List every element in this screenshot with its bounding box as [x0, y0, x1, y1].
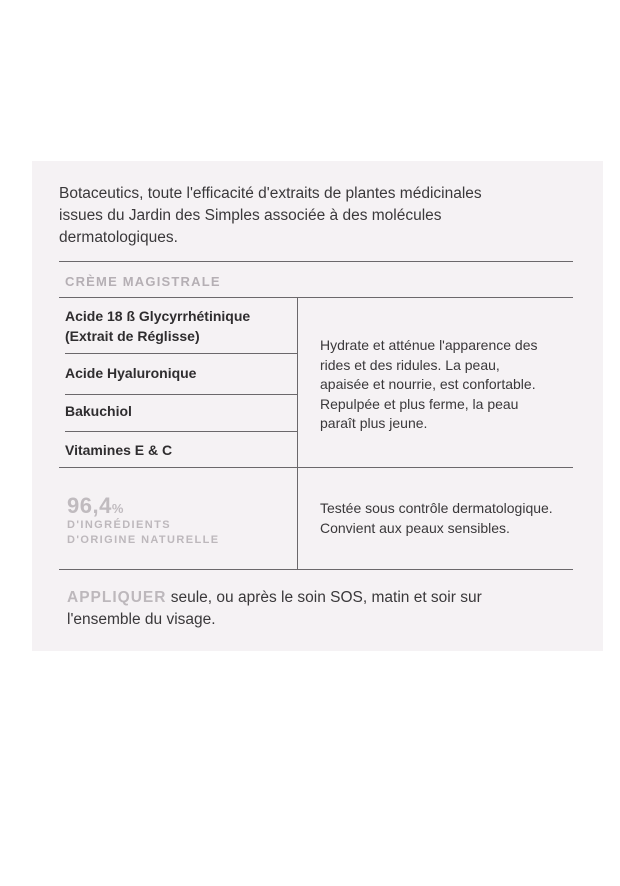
divider-vertical	[297, 297, 298, 569]
divider-top	[59, 261, 573, 262]
intro-text	[59, 183, 579, 249]
intro-line-1: Botaceutics, toute l'efficacité d'extraits de plantes médicinales	[59, 185, 482, 202]
divider-ingredient-2	[65, 394, 297, 395]
tested-line-1: Testée sous contrôle dermatologique.	[320, 500, 553, 516]
benefit-line-4: Repulpée et plus ferme, la peau	[320, 395, 519, 412]
ingredient-4: Vitamines E & C	[65, 442, 173, 458]
natural-percentage	[67, 493, 123, 519]
natural-value: 96,4	[67, 493, 112, 518]
benefit-line-3: apaisée et nourrie, est confortable.	[320, 376, 536, 392]
section-title: CRÈME MAGISTRALE	[65, 274, 221, 289]
benefit-line-2: rides et des ridules. La peau,	[320, 356, 500, 373]
ingredient-2: Acide Hyaluronique	[65, 365, 197, 381]
ingredient-1-line-1: Acide 18 ß Glycyrrhétinique	[65, 308, 251, 324]
intro-line-2: issues du Jardin des Simples associée à des molécules	[59, 207, 442, 224]
ingredient-1	[65, 306, 250, 346]
tested-line-2: Convient aux peaux sensibles.	[320, 519, 510, 536]
ingredient-3: Bakuchiol	[65, 403, 132, 419]
tested-text	[320, 499, 590, 538]
natural-unit: %	[111, 501, 124, 516]
divider-bottom	[59, 569, 573, 570]
divider-middle	[59, 467, 573, 468]
divider-table-top	[59, 297, 573, 298]
intro-line-3: dermatologiques.	[59, 229, 178, 246]
divider-ingredient-1	[65, 353, 297, 354]
product-info-card	[32, 161, 603, 651]
natural-label-line-1: D'INGRÉDIENTS	[67, 519, 171, 531]
benefit-line-5: paraît plus jeune.	[320, 415, 428, 431]
benefit-line-1: Hydrate et atténue l'apparence des	[320, 337, 538, 353]
apply-rest-line-1: seule, ou après le soin SOS, matin et soir sur	[166, 589, 482, 606]
divider-ingredient-3	[65, 431, 297, 432]
natural-label-line-2: D'ORIGINE NATURELLE	[67, 534, 220, 546]
apply-keyword: APPLIQUER	[67, 589, 167, 606]
apply-line-2: l'ensemble du visage.	[67, 611, 216, 628]
apply-instructions	[67, 587, 567, 631]
ingredient-1-line-2: (Extrait de Réglisse)	[65, 328, 200, 344]
benefit-text	[320, 336, 570, 434]
